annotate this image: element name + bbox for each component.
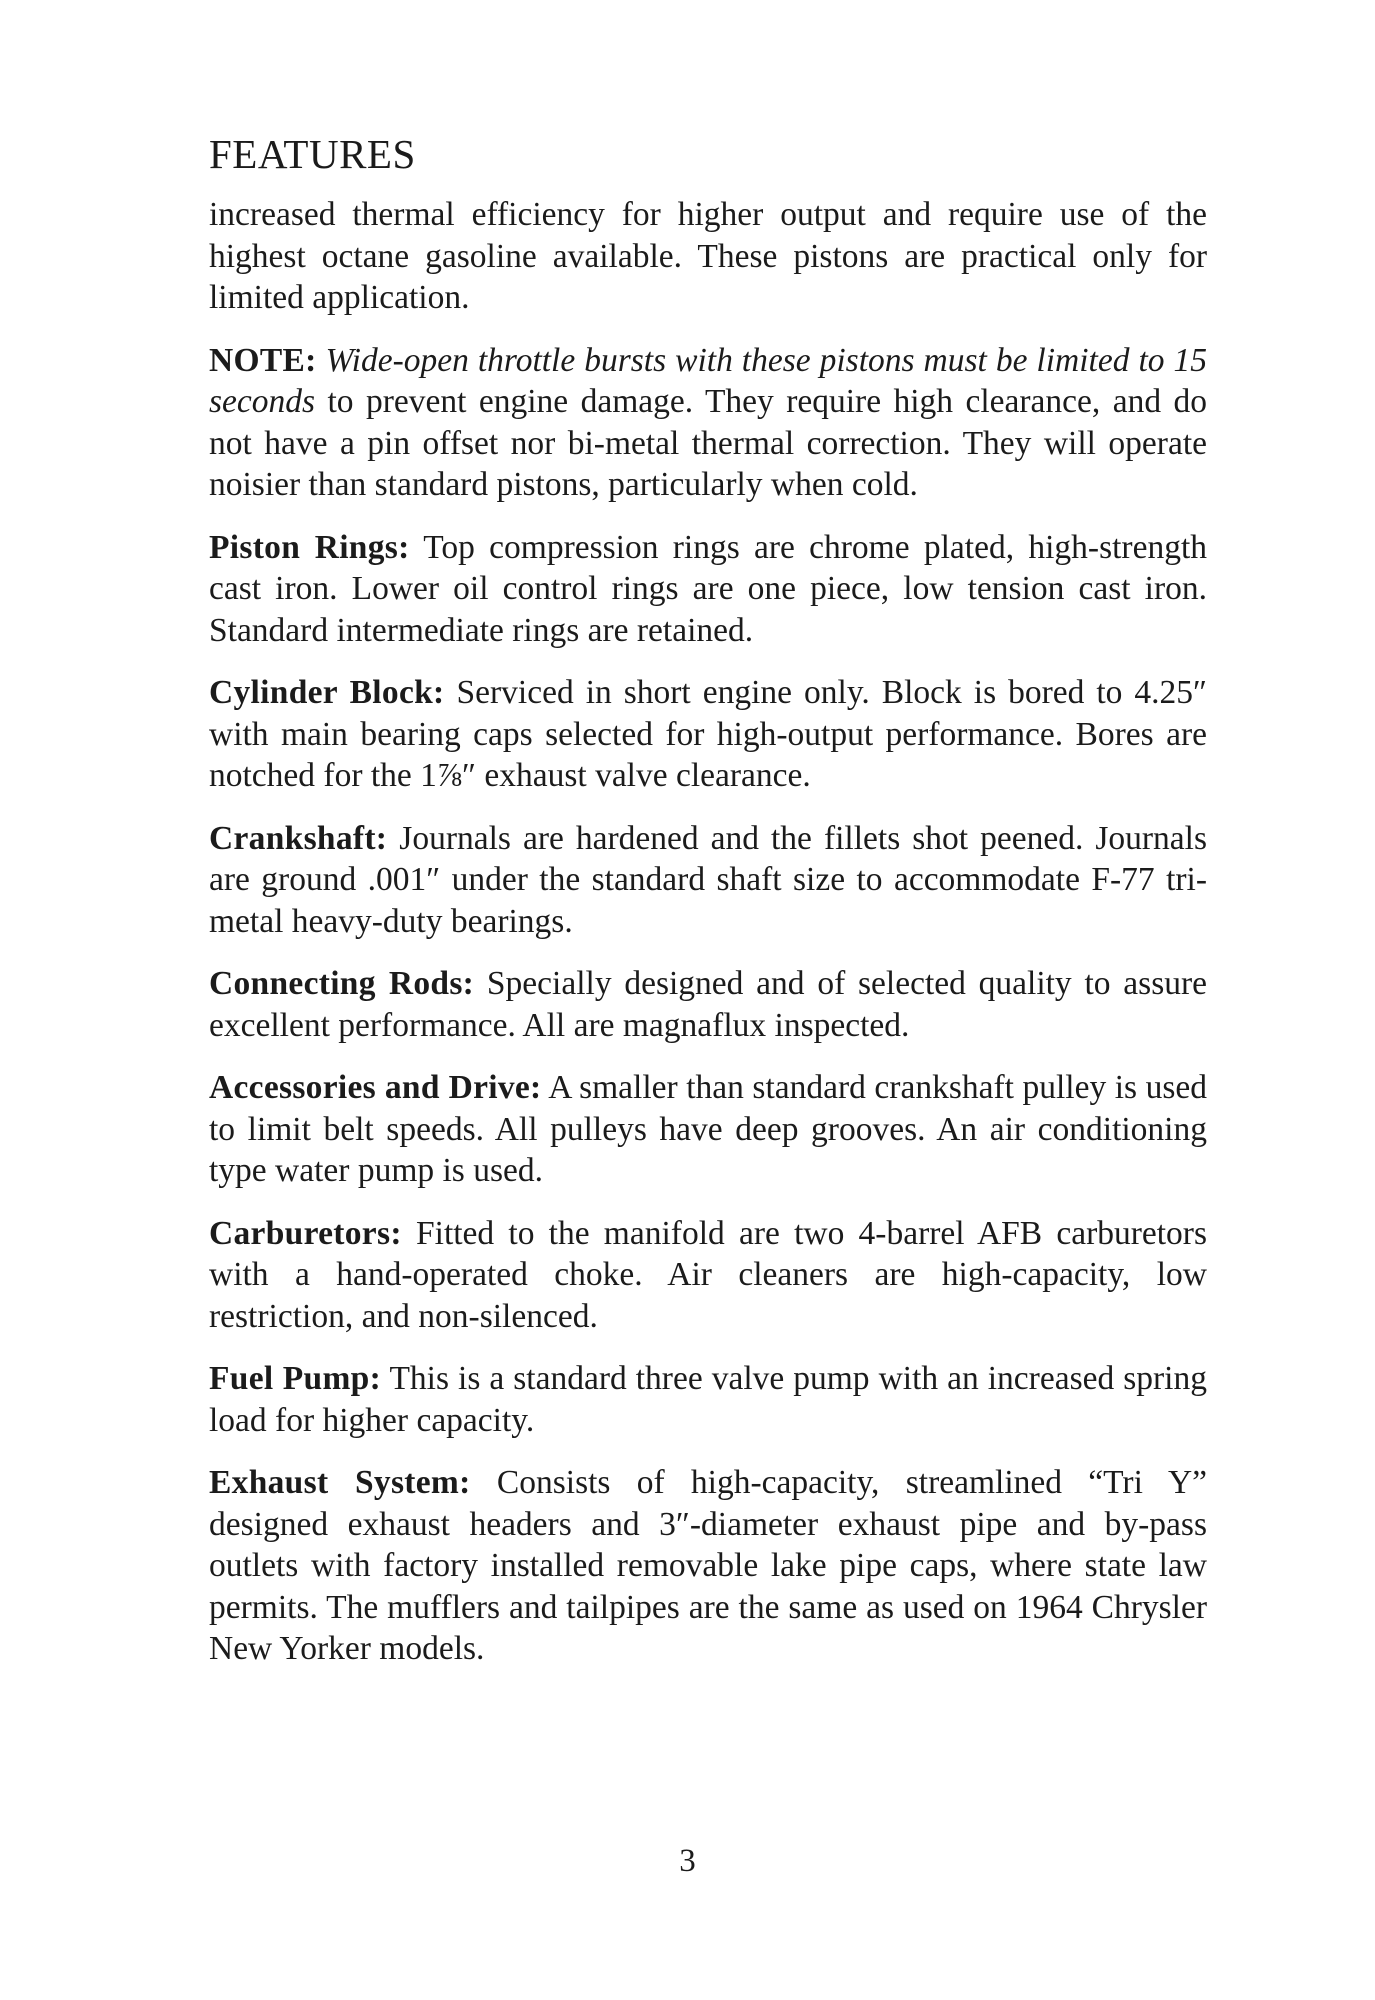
section-text: Journals are hardened and the fillets shot peened. Journals are ground .001″ under the standard shaft size to accommodate F-77 tri-metal heavy-duty bearings. bbox=[209, 819, 1207, 940]
section-fuel-pump bbox=[209, 1358, 1207, 1441]
section-heading: Crankshaft: bbox=[209, 819, 388, 857]
section-cylinder-block bbox=[209, 672, 1207, 797]
section-text: Consists of high-capacity, streamlined “Tri Y” designed exhaust headers and 3″-diameter exhaust pipe and by-pass outlets with factory installed removable lake pipe caps, where state law permits. The mufflers and tailpipes are the same as used on 1964 Chrysler New Yorker models. bbox=[209, 1464, 1208, 1667]
section-text: Specially designed and of selected quality to assure excellent performance. All are magnaflux inspected. bbox=[209, 965, 1207, 1044]
section-heading: Fuel Pump: bbox=[209, 1360, 382, 1397]
section-text: Serviced in short engine only. Block is bored to 4.25″ with main bearing caps selected for high-output performance. Bores are notched for the 1⅞″ exhaust valve clearance. bbox=[209, 674, 1207, 794]
note-paragraph bbox=[209, 340, 1207, 506]
page-content bbox=[209, 128, 1207, 1691]
note-text: to prevent engine damage. They require high clearance, and do not have a pin offset nor bi-metal thermal correction. They will operate noisier than standard pistons, particularly when cold. bbox=[209, 383, 1207, 503]
section-crankshaft bbox=[209, 818, 1207, 943]
section-text: Top compression rings are chrome plated, high-strength cast iron. Lower oil control rings are one piece, low tension cast iron. Standard intermediate rings are retained. bbox=[209, 528, 1208, 649]
section-text: A smaller than standard crankshaft pulley is used to limit belt speeds. All pulleys have deep grooves. An air conditioning type water pump is used. bbox=[209, 1069, 1207, 1189]
section-heading: Exhaust System: bbox=[209, 1464, 471, 1501]
section-heading: Connecting Rods: bbox=[209, 965, 475, 1002]
page-number: 3 bbox=[679, 1843, 696, 1879]
section-heading: Piston Rings: bbox=[209, 528, 410, 566]
section-heading: Accessories and Drive: bbox=[209, 1069, 542, 1106]
section-text: Fitted to the manifold are two 4-barrel AFB carburetors with a hand-operated choke. Air cleaners are high-capacity, low restriction, and non-silenced. bbox=[209, 1214, 1207, 1335]
section-exhaust-system bbox=[209, 1462, 1207, 1670]
section-piston-rings bbox=[209, 527, 1207, 652]
page-title: FEATURES bbox=[209, 131, 416, 177]
section-accessories-and-drive bbox=[209, 1067, 1207, 1192]
section-connecting-rods bbox=[209, 963, 1207, 1046]
intro-paragraph bbox=[209, 194, 1207, 319]
section-carburetors bbox=[209, 1213, 1207, 1338]
section-text: This is a standard three valve pump with an increased spring load for higher capacity. bbox=[209, 1360, 1207, 1439]
note-italic-text: Wide-open throttle bursts with these pistons must be limited to 15 seconds bbox=[209, 341, 1207, 420]
intro-text: increased thermal efficiency for higher output and require use of the highest octane gasoline available. These pistons are practical only for limited application. bbox=[209, 196, 1207, 316]
note-label: NOTE: bbox=[209, 341, 317, 379]
section-heading: Cylinder Block: bbox=[209, 674, 445, 711]
section-heading: Carburetors: bbox=[209, 1214, 402, 1252]
